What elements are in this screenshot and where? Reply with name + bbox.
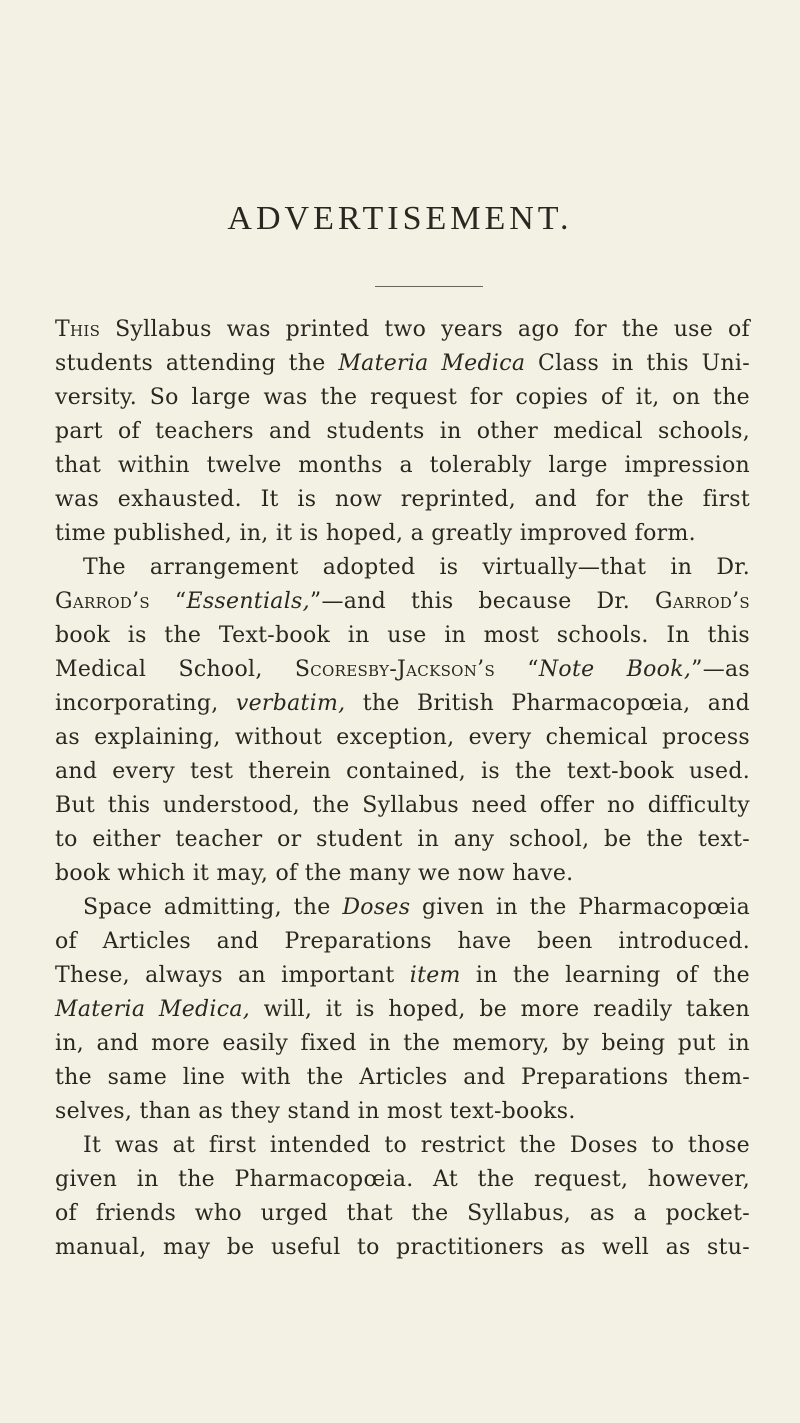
text-run: the same line with the Articles and Preparations them- — [55, 1065, 750, 1090]
text-line — [55, 653, 750, 687]
text-line — [55, 483, 750, 517]
text-line — [55, 1197, 750, 1231]
text-run: of Articles and Preparations have been introduced. — [55, 929, 750, 954]
text-run: book is the Text-book in use in most schools. In this — [55, 623, 750, 648]
text-run: Syllabus was printed two years ago for the use of — [100, 317, 750, 342]
small-caps-text: Garrod’s — [655, 589, 750, 614]
text-run: But this understood, the Syllabus need offer no difficulty — [55, 793, 750, 818]
text-line — [55, 517, 750, 551]
text-line — [55, 551, 750, 585]
text-run: given in the Pharmacopœia. At the request, however, — [55, 1167, 750, 1192]
italic-text: Essentials, — [186, 589, 310, 614]
text-run: ”—and this because Dr. — [309, 589, 655, 614]
text-line — [55, 449, 750, 483]
text-run: ”—as — [691, 657, 750, 682]
text-line — [55, 721, 750, 755]
text-run: manual, may be useful to practitioners as well as stu- — [55, 1235, 750, 1260]
text-line — [55, 1129, 750, 1163]
body-text — [55, 313, 750, 1265]
text-line — [55, 993, 750, 1027]
text-line — [55, 755, 750, 789]
text-run: Space admitting, the — [83, 895, 343, 920]
text-line — [55, 925, 750, 959]
small-caps-text: Scoresby-Jackson’s — [294, 657, 496, 682]
italic-text: verbatim, — [235, 691, 346, 716]
text-run: incorporating, — [55, 691, 236, 716]
text-line — [55, 1061, 750, 1095]
text-run: These, always an important — [55, 963, 410, 988]
text-run: versity. So large was the request for copies of it, on the — [55, 385, 750, 410]
text-run: part of teachers and students in other medical schools, — [55, 419, 750, 444]
italic-text: Materia Medica — [338, 351, 526, 376]
text-line — [55, 381, 750, 415]
text-line — [55, 347, 750, 381]
text-line — [55, 823, 750, 857]
text-line — [55, 585, 750, 619]
italic-text: Note Book, — [538, 657, 692, 682]
text-line — [55, 1163, 750, 1197]
text-line — [55, 1095, 750, 1129]
text-line — [55, 1027, 750, 1061]
italic-text: item — [409, 963, 461, 988]
text-run: It was at first intended to restrict the Doses to those — [83, 1133, 750, 1158]
text-line — [55, 857, 750, 891]
italic-text: Doses — [342, 895, 411, 920]
italic-text: Materia Medica, — [55, 997, 251, 1022]
heading-rule — [375, 286, 483, 287]
text-line — [55, 619, 750, 653]
text-run: time published, in, it is hoped, a greatly improved form. — [55, 521, 696, 546]
text-run: to either teacher or student in any school, be the text- — [55, 827, 750, 852]
text-run: in the learning of the — [460, 963, 750, 988]
text-line — [55, 891, 750, 925]
text-run: Class in this Uni- — [525, 351, 751, 376]
text-run: will, it is hoped, be more readily taken — [250, 997, 750, 1022]
text-run: “ — [495, 657, 539, 682]
text-run: that within twelve months a tolerably large impression — [55, 453, 750, 478]
text-run: and every test therein contained, is the text-book used. — [55, 759, 750, 784]
page-heading: ADVERTISEMENT. — [227, 200, 573, 237]
text-run: given in the Pharmacopœia — [410, 895, 750, 920]
text-run: students attending the — [55, 351, 339, 376]
small-caps-text: Garrod’s — [55, 589, 150, 614]
text-run: “ — [150, 589, 187, 614]
text-run: book which it may, of the many we now have. — [55, 861, 574, 886]
text-line — [55, 313, 750, 347]
text-run: Medical School, — [55, 657, 295, 682]
small-caps-text: This — [55, 317, 101, 342]
text-line — [55, 959, 750, 993]
text-run: in, and more easily fixed in the memory, by being put in — [55, 1031, 750, 1056]
text-line — [55, 1231, 750, 1265]
text-line — [55, 687, 750, 721]
text-run: of friends who urged that the Syllabus, as a pocket- — [55, 1201, 750, 1226]
text-line — [55, 415, 750, 449]
text-run: was exhausted. It is now reprinted, and for the first — [55, 487, 750, 512]
text-run: as explaining, without exception, every chemical process — [55, 725, 750, 750]
text-run: selves, than as they stand in most text-books. — [55, 1099, 576, 1124]
text-run: the British Pharmacopœia, and — [345, 691, 750, 716]
text-line — [55, 789, 750, 823]
text-run: The arrangement adopted is virtually—that in Dr. — [83, 555, 750, 580]
